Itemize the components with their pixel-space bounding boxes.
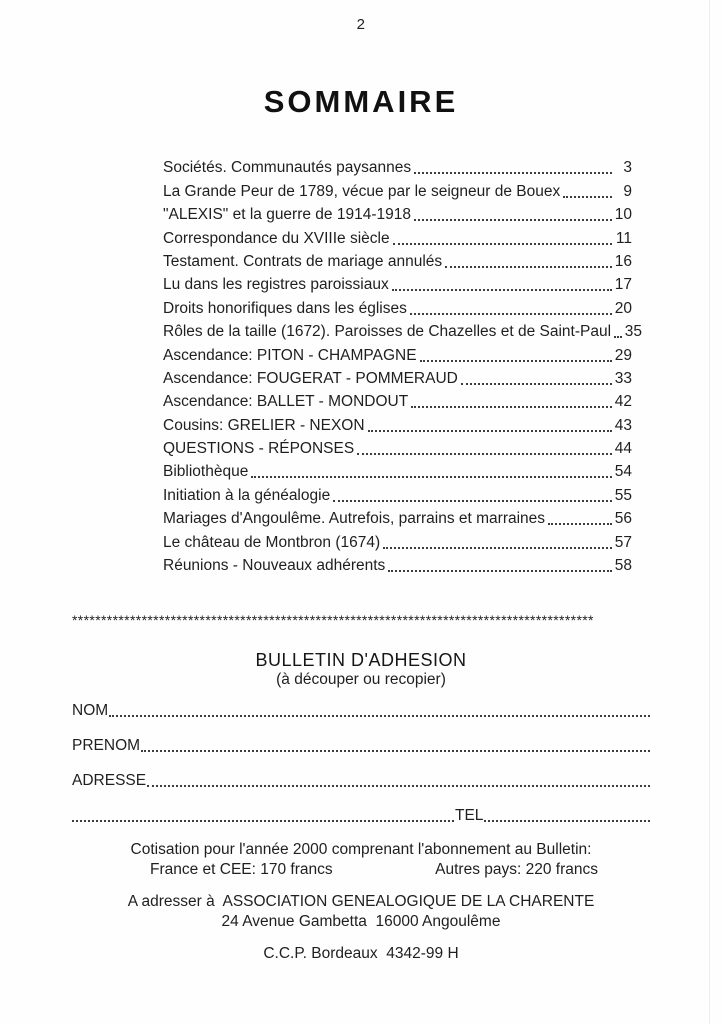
toc-entry-label: Le château de Montbron (1674) — [163, 533, 381, 551]
dot-leader — [548, 523, 612, 525]
toc-entry-page: 29 — [614, 346, 632, 364]
dot-leader — [368, 430, 612, 432]
toc-entry-page: 16 — [614, 252, 632, 270]
price-other-countries: Autres pays: 220 francs — [435, 861, 598, 878]
fill-in-line — [147, 785, 650, 787]
toc-entry-label: Correspondance du XVIIIe siècle — [163, 229, 390, 247]
dot-leader — [383, 547, 612, 549]
dot-leader — [461, 383, 612, 385]
dot-leader — [251, 476, 612, 478]
dot-leader — [414, 172, 612, 174]
association-address-line2: 24 Avenue Gambetta 16000 Angoulême — [221, 913, 501, 930]
form-label-prenom: PRENOM — [72, 737, 141, 754]
bulletin-title: BULLETIN D'ADHESION — [255, 650, 467, 670]
toc-entry — [163, 482, 632, 505]
form-label-adresse: ADRESSE — [72, 772, 147, 789]
toc-entry-label: Cousins: GRELIER - NEXON — [163, 416, 365, 434]
bulletin-subtitle: (à découper ou recopier) — [276, 671, 446, 688]
toc-entry-label: Lu dans les registres paroissiaux — [163, 276, 389, 294]
toc-entry-label: Ascendance: BALLET - MONDOUT — [163, 393, 409, 411]
toc-entry — [163, 553, 632, 576]
dot-leader — [392, 289, 612, 291]
toc-entry-label: Ascendance: FOUGERAT - POMMERAUD — [163, 369, 458, 387]
toc-entry-label: Testament. Contrats de mariage annulés — [163, 252, 443, 270]
fill-in-line — [484, 820, 650, 822]
fill-in-line — [72, 820, 454, 822]
toc-entry — [163, 342, 632, 365]
toc-entry-label: "ALEXIS" et la guerre de 1914-1918 — [163, 206, 411, 224]
asterisk-divider: ****************************************************************************************** — [72, 612, 594, 628]
toc-entry-page: 54 — [614, 463, 632, 481]
toc-entry-page: 11 — [615, 229, 632, 247]
price-france: France et CEE: 170 francs — [150, 861, 333, 878]
toc-entry-page: 10 — [614, 206, 632, 224]
price-row — [150, 861, 598, 879]
dot-leader — [333, 500, 612, 502]
scan-edge-artifact — [709, 0, 710, 1024]
toc-entry-label: Ascendance: PITON - CHAMPAGNE — [163, 346, 417, 364]
toc-entry-label: La Grande Peur de 1789, vécue par le seigneur de Bouex — [163, 182, 561, 200]
toc-entry-page: 9 — [623, 182, 632, 200]
dot-leader — [414, 219, 612, 221]
toc-entry-label: Mariages d'Angoulême. Autrefois, parrains et marraines — [163, 510, 546, 528]
dot-leader — [388, 570, 612, 572]
toc-entry-page: 20 — [614, 299, 632, 317]
form-label-tel: TEL — [455, 807, 484, 824]
dot-leader — [420, 360, 612, 362]
toc-entry-page: 57 — [614, 533, 632, 551]
toc-entry-label: Rôles de la taille (1672). Paroisses de Chazelles et de Saint-Paul — [163, 323, 612, 341]
toc-entry — [163, 412, 632, 435]
fill-in-line — [141, 750, 650, 752]
toc-entry-label: Droits honorifiques dans les églises — [163, 299, 407, 317]
toc-entry — [163, 295, 632, 318]
table-of-contents — [163, 155, 643, 576]
form-label-nom: NOM — [72, 702, 109, 719]
fill-in-line — [109, 715, 650, 717]
toc-entry-page: 58 — [614, 557, 632, 575]
page-number: 2 — [356, 16, 366, 33]
toc-entry-label: Sociétés. Communautés paysannes — [163, 159, 412, 177]
toc-entry-page: 35 — [624, 323, 643, 341]
toc-entry — [163, 225, 632, 248]
dot-leader — [357, 453, 612, 455]
toc-entry — [163, 272, 632, 295]
toc-entry-page: 42 — [614, 393, 632, 411]
dot-leader — [563, 196, 612, 198]
toc-entry — [163, 178, 632, 201]
dot-leader — [410, 313, 612, 315]
form-field-tel — [72, 805, 650, 825]
toc-entry-label: Initiation à la généalogie — [163, 486, 331, 504]
toc-entry-page: 17 — [614, 276, 632, 294]
cotisation-text: Cotisation pour l'année 2000 comprenant l'abonnement au Bulletin: — [130, 841, 592, 858]
page-title: SOMMAIRE — [263, 84, 459, 119]
toc-entry — [163, 436, 632, 459]
dot-leader — [614, 336, 622, 338]
dot-leader — [393, 243, 612, 245]
toc-entry — [163, 459, 632, 482]
toc-entry-page: 44 — [614, 440, 632, 458]
form-field-nom — [72, 700, 650, 720]
form-field-prenom — [72, 735, 650, 755]
toc-entry — [163, 389, 632, 412]
toc-entry — [163, 249, 632, 272]
toc-entry-label: QUESTIONS - RÉPONSES — [163, 440, 355, 458]
toc-entry — [163, 506, 632, 529]
toc-entry — [163, 319, 643, 342]
dot-leader — [411, 406, 612, 408]
toc-entry-page: 33 — [614, 369, 632, 387]
toc-entry-label: Réunions - Nouveaux adhérents — [163, 557, 386, 575]
toc-entry-page: 55 — [614, 486, 632, 504]
toc-entry — [163, 529, 632, 552]
toc-entry-label: Bibliothèque — [163, 463, 249, 481]
toc-entry-page: 43 — [614, 416, 632, 434]
toc-entry — [163, 366, 632, 389]
ccp-account-line: C.C.P. Bordeaux 4342-99 H — [263, 945, 459, 962]
association-address-line1: A adresser à ASSOCIATION GENEALOGIQUE DE LA CHARENTE — [127, 893, 595, 910]
dot-leader — [445, 266, 612, 268]
form-field-adresse — [72, 770, 650, 790]
toc-entry — [163, 155, 632, 178]
toc-entry — [163, 202, 632, 225]
toc-entry-page: 3 — [623, 159, 632, 177]
toc-entry-page: 56 — [614, 510, 632, 528]
